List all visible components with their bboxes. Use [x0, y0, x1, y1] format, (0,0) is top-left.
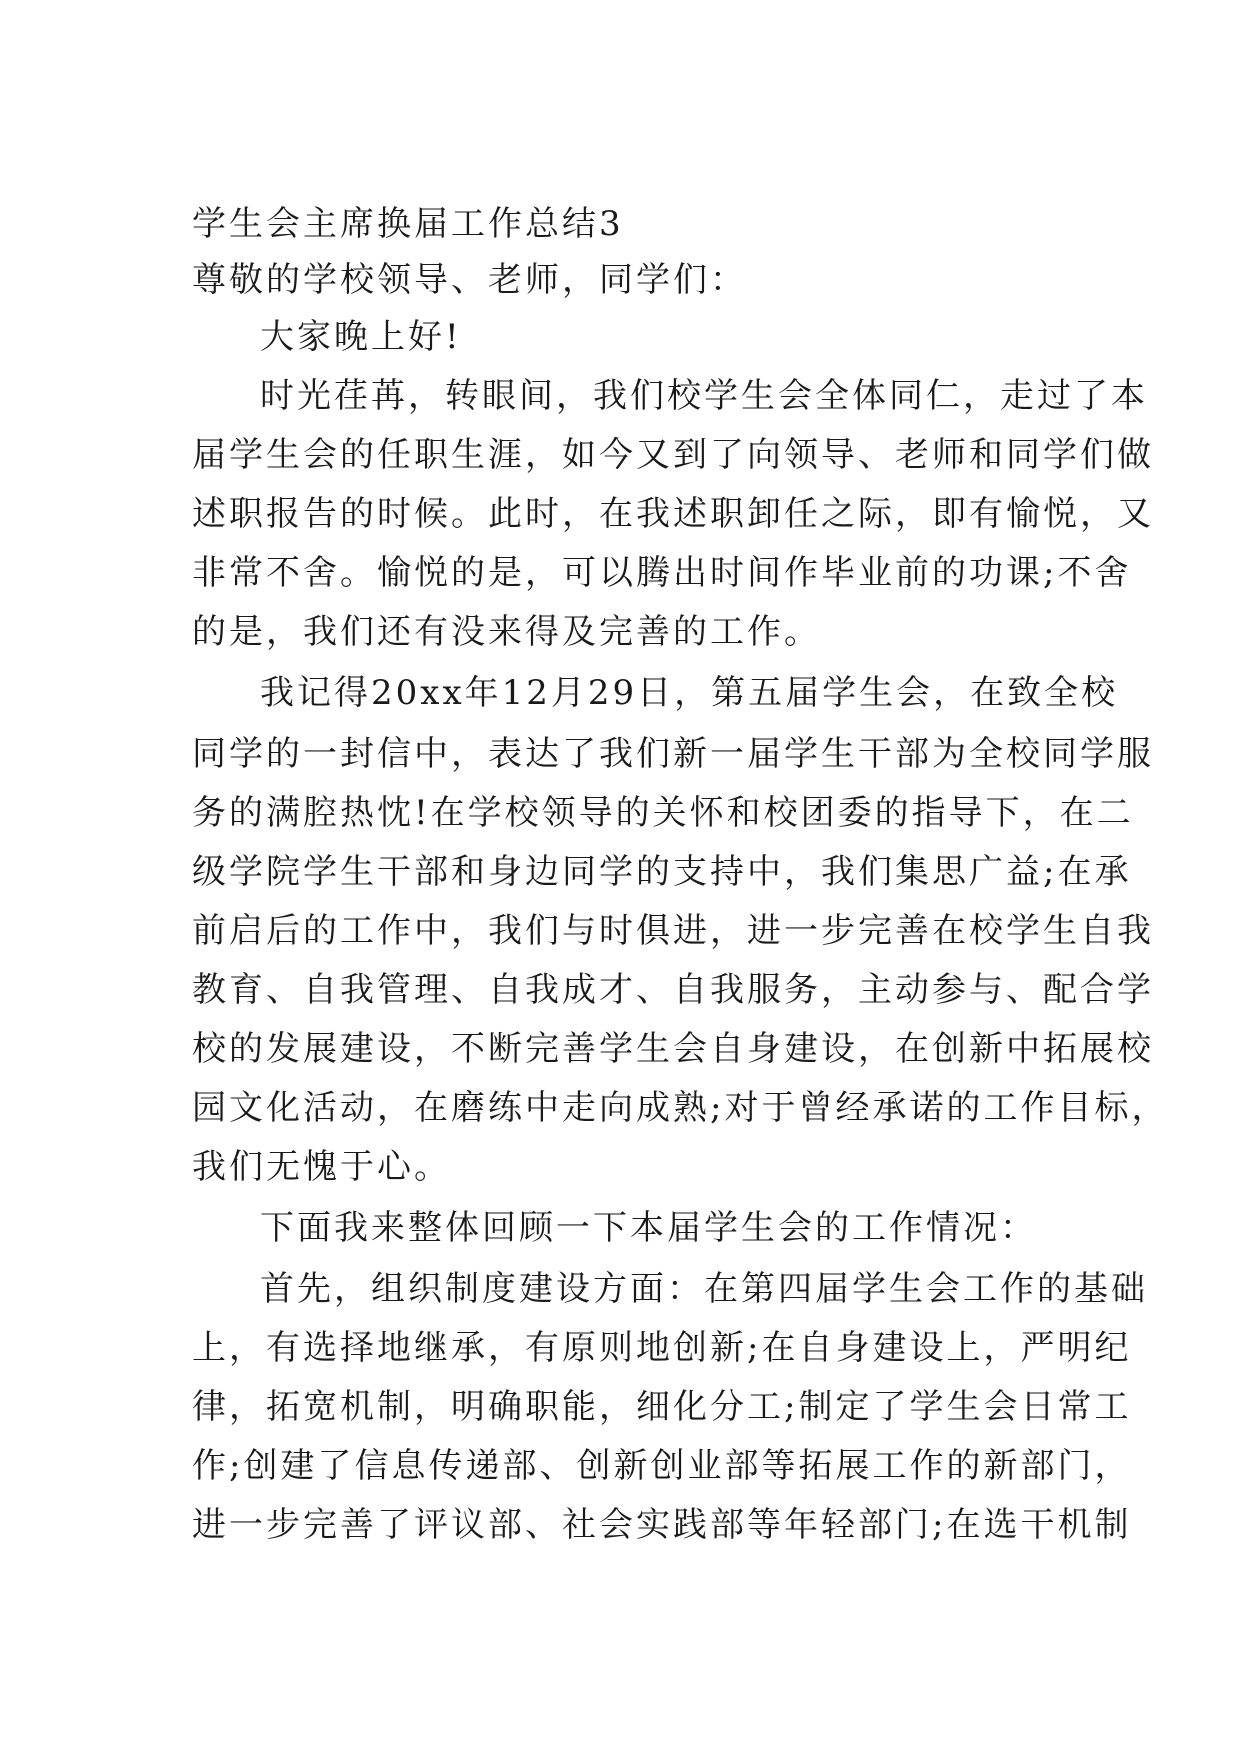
document-body	[192, 196, 1169, 1555]
paragraph-line: 上，有选择地继承，有原则地创新;在自身建设上，严明纪	[192, 1328, 1132, 1368]
paragraph-line: 我们无愧于心。	[192, 1147, 451, 1187]
paragraph-line: 教育、自我管理、自我成才、自我服务，主动参与、配合学	[192, 970, 1154, 1010]
paragraph-greeting	[192, 308, 1072, 367]
paragraph-line: 进一步完善了评议部、社会实践部等年轻部门;在选干机制	[192, 1505, 1132, 1545]
paragraph-line: 作;创建了信息传递部、创新创业部等拓展工作的新部门，	[192, 1446, 1132, 1486]
paragraph-line: 我记得20xx年12月29日，第五届学生会，在致全校	[260, 673, 1119, 713]
paragraph-line: 时光荏苒，转眼间，我们校学生会全体同仁，走过了本	[260, 376, 1148, 416]
paragraph-line: 非常不舍。愉悦的是，可以腾出时间作毕业前的功课;不舍	[192, 553, 1132, 593]
paragraph-line: 的是，我们还有没来得及完善的工作。	[192, 612, 821, 652]
paragraph-opening	[192, 367, 1154, 662]
paragraph-line: 级学院学生干部和身边同学的支持中，我们集思广益;在承	[192, 852, 1132, 892]
paragraph-line: 校的发展建设，不断完善学生会自身建设，在创新中拓展校	[192, 1029, 1154, 1069]
paragraph-line: 前启后的工作中，我们与时俱进，进一步完善在校学生自我	[192, 911, 1154, 951]
paragraph-line: 大家晚上好!	[260, 317, 462, 357]
paragraph-line: 务的满腔热忱!在学校领导的关怀和校团委的指导下，在二	[192, 793, 1134, 833]
paragraph-line: 同学的一封信中，表达了我们新一届学生干部为全校同学服	[192, 734, 1154, 774]
paragraph-line: 届学生会的任职生涯，如今又到了向领导、老师和同学们做	[192, 435, 1154, 475]
paragraph-line: 园文化活动，在磨练中走向成熟;对于曾经承诺的工作目标，	[192, 1088, 1169, 1128]
paragraph-organization	[192, 1260, 1148, 1555]
paragraph-recollection	[192, 662, 1169, 1197]
paragraph-review-intro	[192, 1197, 1072, 1260]
paragraph-line: 下面我来整体回顾一下本届学生会的工作情况：	[260, 1208, 1037, 1248]
document-title: 学生会主席换届工作总结3	[192, 204, 624, 244]
paragraph-line: 首先，组织制度建设方面：在第四届学生会工作的基础	[260, 1269, 1148, 1309]
salutation: 尊敬的学校领导、老师，同学们：	[192, 260, 747, 300]
paragraph-line: 述职报告的时候。此时，在我述职卸任之际，即有愉悦，又	[192, 494, 1154, 534]
paragraph-line: 律，拓宽机制，明确职能，细化分工;制定了学生会日常工	[192, 1387, 1132, 1427]
